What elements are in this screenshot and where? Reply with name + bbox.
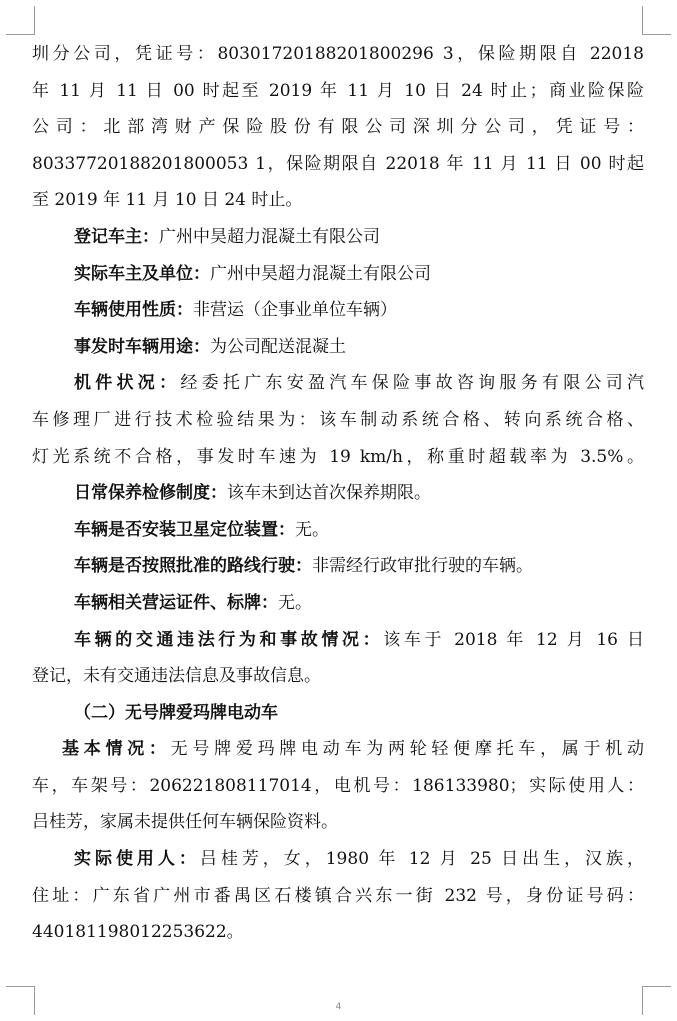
paragraph-line: 住址：广东省广州市番禺区石楼镇合兴东一街 232 号，身份证号码： [32, 885, 644, 906]
page-number: 4 [335, 1002, 342, 1012]
field-value: 经委托广东安盈汽车保险事故咨询服务有限公司汽 [180, 373, 644, 394]
field-usage-nature [32, 292, 644, 329]
field-label: 日常保养检修制度： [74, 483, 227, 504]
field-label: 实际使用人： [74, 849, 200, 870]
document-body [32, 36, 644, 951]
paragraph-line: 灯光系统不合格，事发时车速为 19 km/h，称重时超载率为 3.5%。 [32, 446, 644, 467]
paragraph-line: 登记，未有交通违法信息及事故信息。 [32, 666, 321, 687]
paragraph-line: 440181198012253622。 [32, 922, 244, 943]
field-actual-user [32, 841, 644, 878]
field-value: 无号牌爱玛牌电动车为两轮轻便摩托车，属于机动 [170, 739, 644, 760]
field-label: 基本情况： [62, 739, 171, 760]
field-label: 车辆使用性质： [74, 300, 193, 321]
field-label: 实际车主及单位： [74, 263, 210, 284]
field-basic-info [32, 731, 644, 768]
section-heading-text: （二）无号牌爱玛牌电动车 [74, 702, 278, 723]
field-violation-history [32, 622, 644, 659]
field-label: 车辆是否安装卫星定位装置： [74, 519, 295, 540]
field-gps-device [32, 512, 644, 549]
paragraph-line: 80337720188201800053 1，保险期限自 22018 年 11 月 11 日 00 时起 [32, 153, 644, 174]
field-label: 事发时车辆用途： [74, 336, 210, 357]
field-value: 为公司配送混凝土 [210, 336, 346, 357]
paragraph-line: 年 11 月 11 日 00 时起至 2019 年 11 月 10 日 24 时止；商业险保险 [32, 80, 644, 101]
field-value: 广州中昊超力混凝土有限公司 [159, 226, 380, 247]
paragraph-line: 车，车架号：206221808117014，电机号：186133980；实际使用人： [32, 775, 644, 796]
field-value: 非需经行政审批行驶的车辆。 [312, 556, 533, 577]
field-maintenance [32, 475, 644, 512]
field-value: 非营运（企事业单位车辆） [193, 300, 397, 321]
field-value: 无。 [278, 592, 312, 613]
field-value: 广州中昊超力混凝土有限公司 [210, 263, 431, 284]
field-label: 登记车主： [74, 226, 159, 247]
field-mechanical-condition [32, 365, 644, 402]
crop-mark-top-left [6, 6, 35, 35]
field-value: 该车于 2018 年 12 月 16 日 [383, 629, 644, 650]
field-label: 车辆的交通违法行为和事故情况： [74, 629, 384, 650]
field-operation-certificates [32, 585, 644, 622]
field-registered-owner [32, 219, 644, 256]
field-value: 无。 [295, 519, 329, 540]
crop-mark-top-right [642, 6, 671, 35]
field-usage-at-incident [32, 329, 644, 366]
section-heading [32, 695, 644, 732]
field-label: 车辆相关营运证件、标牌： [74, 592, 278, 613]
field-label: 机件状况： [74, 373, 181, 394]
paragraph-line: 至 2019 年 11 月 10 日 24 时止。 [32, 190, 303, 211]
paragraph-line: 吕桂芳，家属未提供任何车辆保险资料。 [32, 812, 338, 833]
paragraph-line: 车修理厂进行技术检验结果为：该车制动系统合格、转向系统合格、 [32, 409, 644, 430]
paragraph-line: 圳分公司，凭证号：80301720188201800296 3，保险期限自 22018 [32, 44, 644, 64]
field-value: 吕桂芳，女，1980 年 12 月 25 日出生，汉族， [199, 849, 644, 870]
field-approved-route [32, 548, 644, 585]
paragraph-line: 公司：北部湾财产保险股份有限公司深圳分公司，凭证号： [32, 117, 644, 138]
field-value: 该车未到达首次保养期限。 [227, 483, 431, 504]
field-actual-owner [32, 256, 644, 293]
field-label: 车辆是否按照批准的路线行驶： [74, 556, 312, 577]
